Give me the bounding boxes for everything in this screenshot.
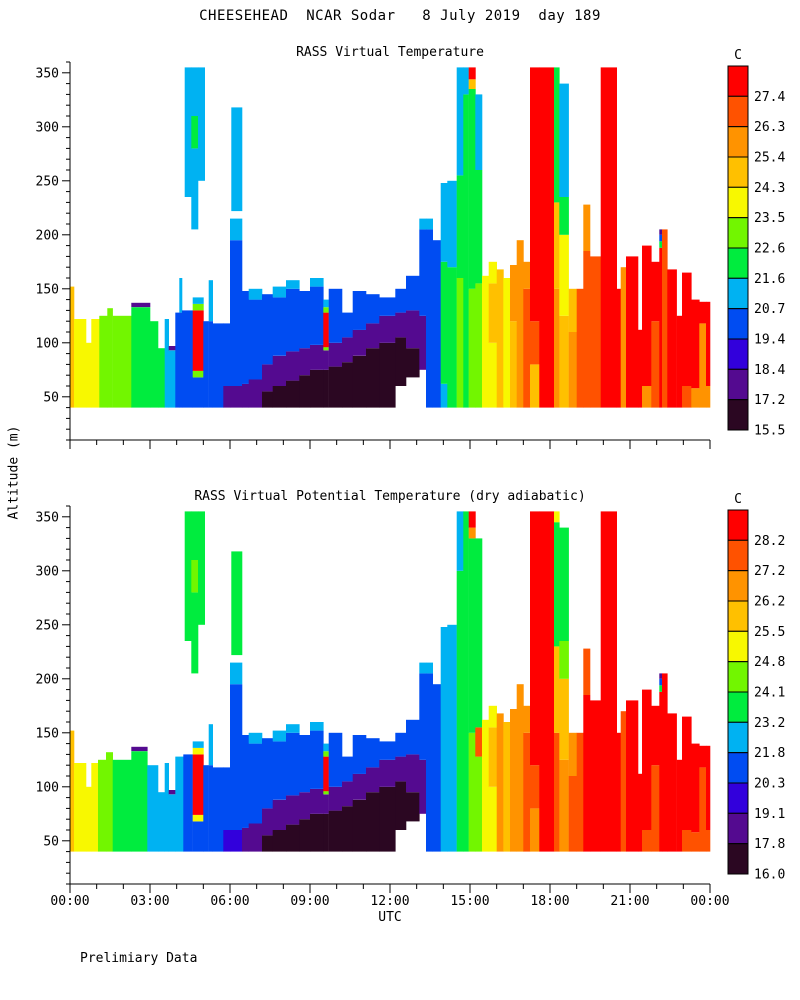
colorbar-label: 25.5 — [754, 624, 786, 640]
x-tick-label: 00:00 — [50, 894, 90, 909]
y-tick-label: 250 — [35, 174, 59, 190]
y-tick-label: 50 — [43, 834, 59, 850]
chart-1-title: RASS Virtual Temperature — [296, 45, 484, 60]
page-title: CHEESEHEAD NCAR Sodar 8 July 2019 day 189 — [199, 8, 601, 24]
colorbar-label: 28.2 — [754, 533, 786, 549]
y-tick-label: 200 — [35, 672, 59, 688]
x-axis-title: UTC — [378, 910, 402, 925]
y-tick-label: 150 — [35, 726, 59, 742]
colorbar-label: 20.7 — [754, 302, 786, 318]
colorbar-unit: C — [734, 492, 742, 507]
colorbar-label: 21.6 — [754, 271, 786, 287]
colorbar-label: 19.1 — [754, 806, 786, 822]
y-tick-label: 100 — [35, 336, 59, 352]
colorbar-label: 26.3 — [754, 120, 786, 136]
x-tick-label: 00:00 — [690, 894, 730, 909]
colorbar-label: 20.3 — [754, 776, 786, 792]
colorbar-label: 25.4 — [754, 150, 786, 166]
colorbar-label: 16.0 — [754, 867, 786, 883]
temperature-field — [70, 511, 710, 851]
colorbar-label: 24.3 — [754, 180, 786, 196]
y-tick-label: 150 — [35, 282, 59, 298]
colorbar-label: 27.2 — [754, 564, 786, 580]
x-tick-label: 15:00 — [450, 894, 490, 909]
chart-1-panel — [36, 48, 786, 449]
colorbar-label: 22.6 — [754, 241, 786, 257]
colorbar-label: 24.1 — [754, 685, 786, 701]
chart-2-panel — [36, 492, 786, 925]
x-tick-label: 09:00 — [290, 894, 330, 909]
colorbar-label: 24.8 — [754, 655, 786, 671]
colorbar-label: 19.4 — [754, 332, 786, 348]
chart-2-colorbar — [728, 492, 785, 883]
colorbar-label: 15.5 — [754, 423, 786, 439]
colorbar-label: 27.4 — [754, 89, 786, 105]
colorbar-label: 17.8 — [754, 837, 786, 853]
chart-2-title: RASS Virtual Potential Temperature (dry adiabatic) — [194, 489, 586, 504]
y-tick-label: 350 — [35, 510, 59, 526]
x-tick-label: 12:00 — [370, 894, 410, 909]
colorbar-label: 21.8 — [754, 746, 786, 762]
colorbar-label: 23.2 — [754, 715, 786, 731]
y-tick-label: 350 — [35, 66, 59, 82]
y-tick-label: 250 — [35, 618, 59, 634]
preliminary-data-note: Prelimiary Data — [80, 951, 198, 966]
y-axis-label: Altitude (m) — [6, 425, 22, 520]
y-tick-label: 300 — [35, 564, 59, 580]
y-tick-label: 300 — [35, 120, 59, 136]
temperature-field — [70, 67, 710, 407]
colorbar-label: 23.5 — [754, 211, 786, 227]
colorbar-label: 17.2 — [754, 393, 786, 409]
x-tick-label: 06:00 — [210, 894, 250, 909]
x-tick-label: 21:00 — [610, 894, 650, 909]
colorbar-label: 18.4 — [754, 362, 786, 378]
colorbar-unit: C — [734, 48, 742, 63]
x-tick-label: 18:00 — [530, 894, 570, 909]
x-tick-label: 03:00 — [130, 894, 170, 909]
y-tick-label: 200 — [35, 228, 59, 244]
y-tick-label: 50 — [43, 390, 59, 406]
y-tick-label: 100 — [35, 780, 59, 796]
chart-1-colorbar — [728, 48, 785, 439]
colorbar-label: 26.2 — [754, 594, 786, 610]
